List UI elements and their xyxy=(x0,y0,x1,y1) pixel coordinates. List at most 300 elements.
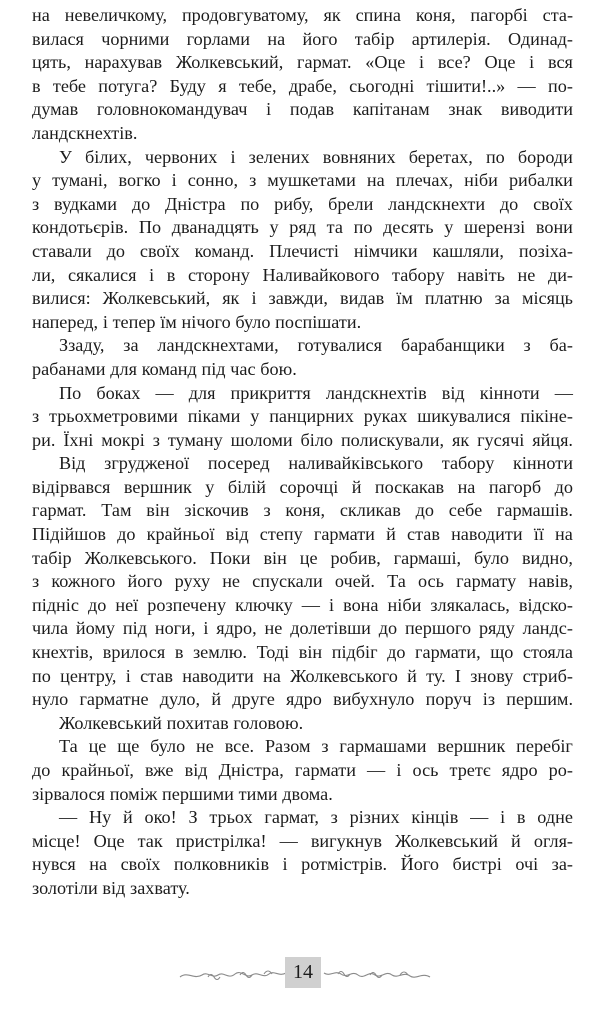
word: по xyxy=(485,146,505,167)
word: за- xyxy=(551,854,573,875)
word: гармати, xyxy=(415,642,481,663)
word: з xyxy=(32,406,40,427)
word: для xyxy=(188,382,216,403)
word: ядро xyxy=(501,760,538,780)
word: знову xyxy=(470,665,514,686)
text-line xyxy=(32,98,573,122)
word: червоних xyxy=(144,146,218,167)
word: першими xyxy=(162,783,234,804)
word: у xyxy=(250,406,260,427)
word: Буду xyxy=(169,75,206,96)
word: зірвалося xyxy=(32,783,105,804)
word: шикувалися xyxy=(417,406,511,427)
word: гусячі xyxy=(477,429,525,450)
text-line xyxy=(32,358,573,382)
word: і xyxy=(329,594,335,615)
word: з xyxy=(330,807,338,828)
word: від xyxy=(225,524,249,545)
word: до xyxy=(87,594,107,615)
word: поруч xyxy=(425,689,472,710)
word: Дністра, xyxy=(218,760,284,780)
word: позіха- xyxy=(518,240,573,261)
word: й xyxy=(351,476,362,497)
word: робив, xyxy=(330,547,381,568)
word: очі xyxy=(515,854,539,875)
word: чила xyxy=(32,618,69,639)
word: на xyxy=(263,665,281,686)
word: як xyxy=(451,429,470,450)
word: крайньої, xyxy=(61,760,134,780)
word: центру, xyxy=(60,665,117,686)
word: для xyxy=(110,358,137,379)
word: Жолкевського. xyxy=(84,547,197,568)
word: сорочці xyxy=(279,476,339,497)
word: По xyxy=(59,382,82,403)
word: дванадцять xyxy=(171,217,259,238)
word: думав xyxy=(32,99,79,120)
word: і xyxy=(419,52,425,73)
word: — xyxy=(301,594,320,615)
word: третє xyxy=(449,760,491,780)
word: себе xyxy=(448,500,483,521)
word: подав xyxy=(289,99,335,120)
word: по xyxy=(240,193,260,214)
word: дуло, xyxy=(159,689,201,710)
word: Жолкевський xyxy=(59,712,162,733)
word: мокрі xyxy=(101,429,145,450)
word: Наливайкового xyxy=(262,264,380,285)
word: у xyxy=(269,217,279,238)
word: спина xyxy=(355,5,401,25)
word: табір xyxy=(354,28,395,49)
word: вилася xyxy=(32,28,84,49)
text-line xyxy=(32,806,573,830)
word: поскакав xyxy=(374,476,445,497)
word: все. xyxy=(224,736,255,757)
word: ноги, xyxy=(154,618,196,639)
word: із xyxy=(482,689,496,710)
word: і xyxy=(171,170,177,191)
word: ту. xyxy=(426,665,446,686)
text-line xyxy=(32,476,573,500)
word: навів, xyxy=(528,571,573,592)
word: було xyxy=(235,311,271,332)
word: це xyxy=(88,736,107,757)
word: й xyxy=(211,689,222,710)
word: з xyxy=(523,335,531,356)
word: її xyxy=(533,524,544,545)
word: тепер xyxy=(112,311,156,332)
word: першого xyxy=(404,618,472,639)
word: у xyxy=(205,476,215,497)
text-line xyxy=(32,759,573,783)
word: за xyxy=(494,288,510,309)
word: і xyxy=(125,665,131,686)
word: тумані, xyxy=(52,170,108,191)
word: врилося xyxy=(102,642,166,663)
word: час xyxy=(230,358,256,379)
word: команд. xyxy=(194,240,255,261)
text-line xyxy=(32,499,573,523)
word: ри. xyxy=(32,429,56,450)
word: по- xyxy=(548,75,573,96)
text-line xyxy=(32,853,573,877)
word: ро- xyxy=(548,760,573,780)
word: різних xyxy=(349,807,400,828)
word: до xyxy=(32,760,51,780)
page-number: 14 xyxy=(285,957,321,988)
word: Разом xyxy=(264,736,311,757)
word: за xyxy=(123,335,139,356)
word: табору xyxy=(392,264,445,285)
text-line xyxy=(32,122,573,146)
word: нувся xyxy=(32,854,76,875)
word: під xyxy=(201,358,226,379)
word: його xyxy=(127,571,163,592)
word: ди- xyxy=(547,264,573,285)
word: по xyxy=(353,217,373,238)
page-footer xyxy=(0,954,602,994)
page-body xyxy=(32,4,573,901)
word: неї xyxy=(115,594,139,615)
word: землю. xyxy=(193,642,247,663)
word: під xyxy=(122,618,147,639)
text-line xyxy=(32,523,573,547)
word: Ззаду, xyxy=(59,335,105,356)
word: головнокомандувач xyxy=(96,99,248,120)
word: ба- xyxy=(549,335,573,356)
word: Жолкевського xyxy=(290,665,398,686)
text-line xyxy=(32,877,573,901)
word: ли, xyxy=(32,264,56,285)
word: ландскнехтами, xyxy=(157,335,279,356)
word: стриб- xyxy=(522,665,573,686)
text-line xyxy=(32,51,573,75)
word: до xyxy=(387,642,406,663)
word: став xyxy=(407,524,440,545)
word: завжди, xyxy=(268,288,328,309)
word: ядро xyxy=(286,689,322,710)
word: з xyxy=(152,429,160,450)
text-line xyxy=(32,735,573,759)
word: вершник xyxy=(123,476,192,497)
text-line xyxy=(32,169,573,193)
word: брели xyxy=(328,193,374,214)
word: платню xyxy=(424,288,483,309)
word: сонно, xyxy=(187,170,239,191)
word: долетівши xyxy=(290,618,371,639)
word: захвату. xyxy=(130,877,190,898)
word: видно, xyxy=(521,547,573,568)
word: спускали xyxy=(252,571,323,592)
word: бою. xyxy=(260,358,297,379)
word: Підійшов xyxy=(32,524,106,545)
word: все? xyxy=(437,52,471,73)
word: — xyxy=(367,760,386,780)
word: як xyxy=(222,288,240,309)
word: — xyxy=(470,807,489,828)
word: ніби xyxy=(387,594,422,615)
word: золотіли xyxy=(32,877,98,898)
word: навіть xyxy=(457,264,505,285)
text-line xyxy=(32,665,573,689)
word: підніс xyxy=(32,594,79,615)
word: ніби xyxy=(464,170,498,191)
word: на xyxy=(457,476,476,497)
word: на xyxy=(267,28,286,49)
text-line xyxy=(32,594,573,618)
word: Жолкевський, xyxy=(175,52,284,73)
text-line xyxy=(32,547,573,571)
word: — xyxy=(517,75,536,96)
word: пагорб xyxy=(488,476,542,497)
word: вона xyxy=(343,594,379,615)
word: руху xyxy=(174,571,211,592)
word: очей. xyxy=(334,571,375,592)
word: поспішати. xyxy=(275,311,362,332)
word: не xyxy=(222,571,240,592)
text-line xyxy=(32,28,573,52)
text-line xyxy=(32,405,573,429)
word: панцирних xyxy=(269,406,354,427)
word: не xyxy=(517,264,536,285)
word: виводити xyxy=(500,99,573,120)
word: ландс- xyxy=(522,618,573,639)
word: цять, xyxy=(32,52,71,73)
word: ядро, xyxy=(216,618,257,639)
word: сьогодні xyxy=(349,75,415,96)
word: він xyxy=(263,547,287,568)
word: бистрі xyxy=(452,854,502,875)
word: з xyxy=(32,193,40,214)
word: став xyxy=(140,665,173,686)
word: і xyxy=(149,264,155,285)
word: ряду xyxy=(478,618,515,639)
word: він xyxy=(146,500,170,521)
word: головою. xyxy=(233,712,304,733)
word: Одинад- xyxy=(507,28,573,49)
word: наводити xyxy=(451,524,523,545)
word: вже xyxy=(145,760,174,780)
word: їм xyxy=(160,311,177,332)
word: друге xyxy=(232,689,275,710)
text-line xyxy=(32,617,573,641)
word: око! xyxy=(144,807,177,828)
word: гармати xyxy=(313,524,375,545)
word: й xyxy=(407,665,417,686)
word: ще xyxy=(117,736,140,757)
word: на xyxy=(32,5,50,25)
word: гарматне xyxy=(79,689,149,710)
word: видав xyxy=(340,288,385,309)
word: горлами xyxy=(186,28,251,49)
word: полковників xyxy=(173,854,270,875)
word: потуга? xyxy=(98,75,158,96)
word: своїх xyxy=(120,854,161,875)
word: ландскнехтів. xyxy=(32,122,138,143)
text-line xyxy=(32,146,573,170)
word: гармати xyxy=(294,760,356,780)
word: поміж xyxy=(109,783,158,804)
word: драбе, xyxy=(288,75,337,96)
word: артилерія. xyxy=(411,28,491,49)
word: нічого xyxy=(181,311,231,332)
word: капітанам xyxy=(352,99,430,120)
word: прикриття xyxy=(230,382,311,403)
word: у xyxy=(444,217,454,238)
word: в xyxy=(174,642,184,663)
text-line xyxy=(32,641,573,665)
word: Плечисті xyxy=(269,240,339,261)
word: своїх xyxy=(533,193,573,214)
word: до xyxy=(131,193,151,214)
word: вудками xyxy=(54,193,118,214)
word: рибалки xyxy=(508,170,573,191)
text-line xyxy=(32,311,573,335)
word: і xyxy=(282,854,288,875)
word: ось xyxy=(418,571,444,592)
word: так xyxy=(137,830,163,851)
word: пагорбі xyxy=(470,5,528,25)
word: гармату xyxy=(456,571,517,592)
word: шерензі xyxy=(464,217,526,238)
word: не xyxy=(264,618,283,639)
word: З xyxy=(188,807,198,828)
word: злякалась, xyxy=(430,594,510,615)
word: ставали xyxy=(32,240,92,261)
word: й xyxy=(386,524,396,545)
word: відско- xyxy=(518,594,573,615)
word: до xyxy=(378,618,398,639)
word: гармашами xyxy=(339,736,427,757)
word: кашляли, xyxy=(432,240,504,261)
text-line xyxy=(32,240,573,264)
word: тішити!..» xyxy=(426,75,506,96)
word: коня, xyxy=(285,500,326,521)
word: з xyxy=(263,500,271,521)
word: з xyxy=(321,736,329,757)
word: готувалися xyxy=(297,335,382,356)
word: в xyxy=(516,807,526,828)
word: Та xyxy=(59,736,78,757)
word: Там xyxy=(101,500,132,521)
word: і xyxy=(266,99,272,120)
word: розпечену xyxy=(147,594,227,615)
word: команд xyxy=(141,358,197,379)
text-line xyxy=(32,216,573,240)
word: Та xyxy=(387,571,406,592)
word: і xyxy=(230,146,236,167)
word: вогко xyxy=(118,170,161,191)
word: на xyxy=(555,524,573,545)
word: з xyxy=(249,170,257,191)
word: і xyxy=(203,618,209,639)
word: пікіне- xyxy=(520,406,573,427)
text-line xyxy=(32,334,573,358)
word: тебе, xyxy=(238,75,277,96)
word: степу xyxy=(259,524,303,545)
text-line xyxy=(32,287,573,311)
word: наводити xyxy=(182,665,254,686)
text-line xyxy=(32,452,573,476)
word: й xyxy=(122,807,133,828)
word: й xyxy=(511,830,521,851)
word: трьохметровими xyxy=(49,406,178,427)
word: крайньої xyxy=(146,524,215,545)
word: коня, xyxy=(415,5,456,25)
word: нарахував xyxy=(84,52,163,73)
word: кінноти xyxy=(479,382,540,403)
word: рабанами xyxy=(32,358,106,379)
word: своїх xyxy=(139,240,180,261)
word: Від xyxy=(59,453,86,474)
word: скликав xyxy=(339,500,401,521)
word: стояла xyxy=(522,642,573,663)
word: на xyxy=(366,170,385,191)
word: не xyxy=(196,736,214,757)
word: наливайківського xyxy=(288,453,424,474)
text-line xyxy=(32,783,573,807)
word: від xyxy=(441,382,465,403)
word: Дністра xyxy=(165,193,226,214)
word: знак xyxy=(448,99,483,120)
word: кінноти xyxy=(513,453,573,474)
word: сторону xyxy=(187,264,250,285)
word: перебіг xyxy=(516,736,573,757)
word: мушкетами xyxy=(267,170,356,191)
word: на xyxy=(89,854,108,875)
word: білій xyxy=(227,476,266,497)
word: і xyxy=(396,760,402,780)
word: вершник xyxy=(437,736,506,757)
word: місце! xyxy=(32,830,81,851)
word: піками xyxy=(187,406,241,427)
word: — xyxy=(155,382,174,403)
word: шоломи xyxy=(230,429,293,450)
word: як xyxy=(323,5,341,25)
word: підбіг xyxy=(331,642,378,663)
word: Оце xyxy=(484,52,516,73)
word: їм xyxy=(396,288,413,309)
word: він xyxy=(298,642,323,663)
word: продовгуватому, xyxy=(181,5,309,25)
word: беретах, xyxy=(408,146,473,167)
word: і xyxy=(251,288,257,309)
word: Поки xyxy=(209,547,251,568)
word: кінців xyxy=(411,807,459,828)
word: — xyxy=(279,830,298,851)
word: туману xyxy=(167,429,223,450)
word: гармат, xyxy=(264,807,319,828)
text-line xyxy=(32,570,573,594)
word: посеред xyxy=(207,453,270,474)
word: кожного xyxy=(51,571,116,592)
word: і xyxy=(500,807,506,828)
right-flourish-ornament xyxy=(322,960,432,986)
word: вибухнуло xyxy=(333,689,415,710)
word: зіскочив xyxy=(184,500,249,521)
word: було xyxy=(474,547,510,568)
word: що xyxy=(490,642,514,663)
word: вони xyxy=(535,217,573,238)
word: йому xyxy=(75,618,116,639)
word: зелених xyxy=(248,146,310,167)
word: похитав xyxy=(166,712,229,733)
text-line xyxy=(32,75,573,99)
word: — xyxy=(554,382,573,403)
word: сякалися xyxy=(67,264,137,285)
word: «Оце xyxy=(365,52,406,73)
